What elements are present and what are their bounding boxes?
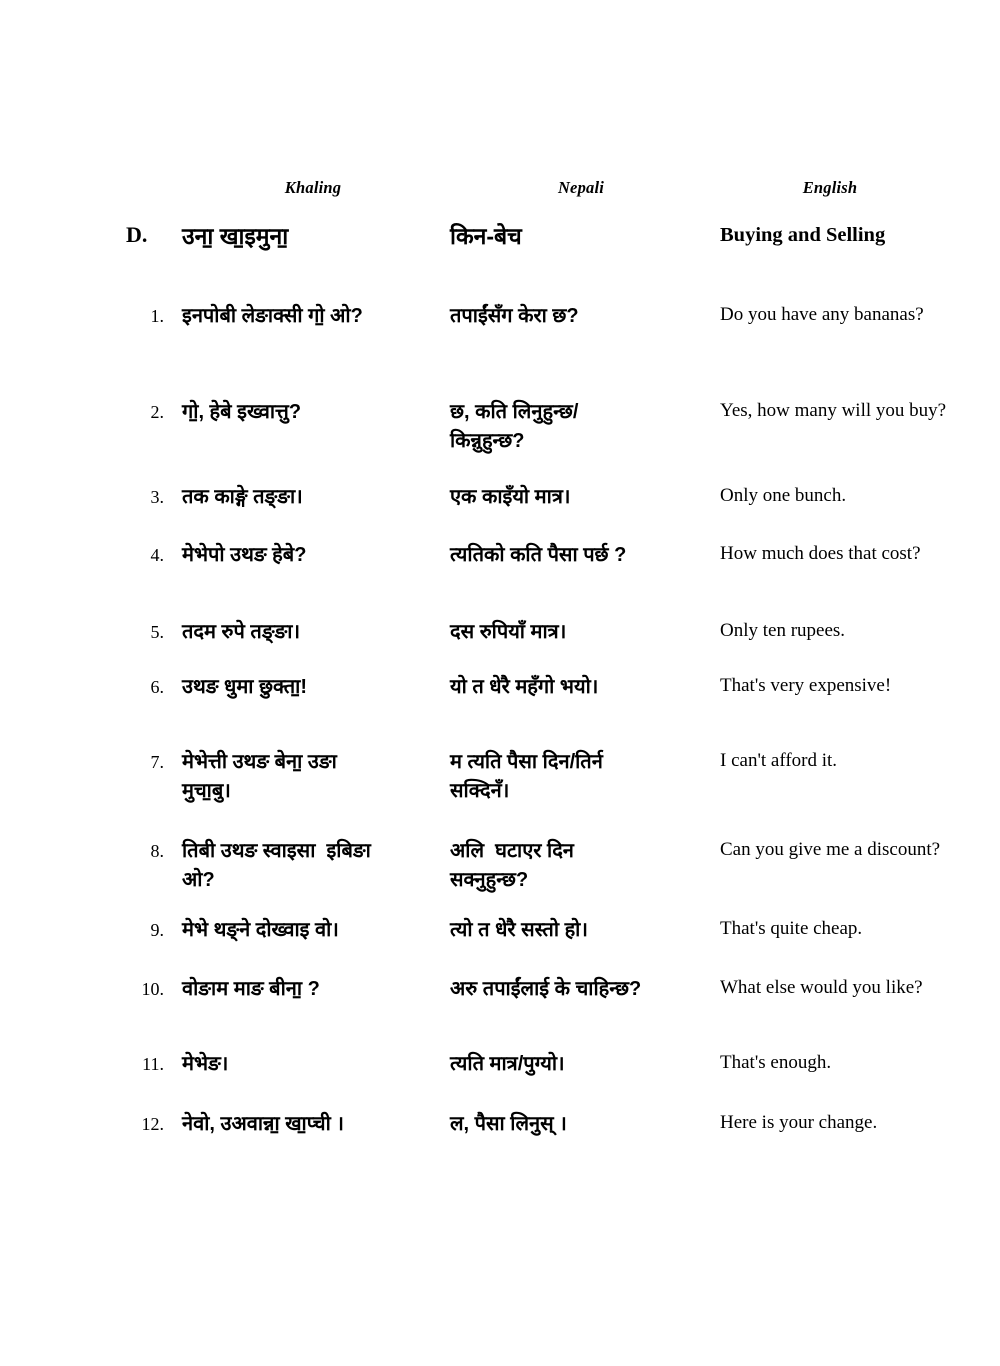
phrase-english: That's very expensive! [720,675,892,696]
phrase-number: 10. [141,979,164,999]
phrase-english: Can you give me a discount? [720,839,941,860]
section-title-khaling: उना॒ खा॒इमुना॒ [182,223,289,249]
phrase-number: 2. [150,402,164,422]
phrase-english: How much does that cost? [720,543,921,564]
phrase-khaling: वोङाम माङ बीना॒ ? [182,978,320,1000]
phrase-nepali: म त्यति पैसा दिन/तिर्न सक्दिनँ। [450,751,603,802]
phrase-nepali: ल, पैसा लिनुस् । [450,1113,567,1135]
phrase-nepali: एक काइँयो मात्र। [450,486,571,508]
phrase-english: That's quite cheap. [720,918,863,939]
phrase-number: 9. [150,920,164,940]
phrase-english: Do you have any bananas? [720,304,924,325]
column-header-khaling: Khaling [284,178,342,197]
phrase-khaling: तक काङ्गे तङ्ङा। [182,486,303,508]
phrase-nepali: त्यतिको कति पैसा पर्छ ? [450,544,627,566]
phrase-nepali: त्यो त धेरै सस्तो हो। [450,919,588,941]
phrase-english: What else would you like? [720,977,923,998]
phrase-number: 11. [142,1054,164,1074]
phrase-english: Only ten rupees. [720,620,846,641]
phrase-khaling: इनपोबी लेङाक्सी गो॒ ओ? [182,305,363,327]
phrase-nepali: अलि घटाएर दिन सक्नुहुन्छ? [450,840,574,891]
phrase-english: That's enough. [720,1052,832,1073]
phrase-nepali: तपाईंसँग केरा छ? [450,305,579,327]
column-header-english: English [802,178,858,197]
phrase-english: Here is your change. [720,1112,878,1133]
phrase-number: 4. [150,545,164,565]
phrase-number: 8. [150,841,164,861]
phrase-khaling: उथङ धुमा छुक्ता॒! [182,676,308,698]
section-title-nepali: किन-बेच [450,223,522,249]
phrase-english: Only one bunch. [720,485,847,506]
phrase-english: Yes, how many will you buy? [720,400,947,421]
phrase-number: 6. [150,677,164,697]
phrase-nepali: छ, कति लिनुहुन्छ/ किन्नुहुन्छ? [450,401,579,452]
section-letter: D. [126,222,148,247]
phrase-english: I can't afford it. [720,750,838,771]
phrase-khaling: मेभे थङ्ने दोख्वाइ वो। [182,919,339,941]
phrase-nepali: त्यति मात्र/पुग्यो। [450,1053,565,1075]
phrase-nepali: दस रुपियाँ मात्र। [450,621,567,643]
phrase-khaling: गो॒, हेबे इख्वात्तु? [182,401,302,423]
phrase-khaling: मेभेपो उथङ हेबे? [182,544,307,566]
phrase-number: 3. [150,487,164,507]
phrase-khaling: मेभेत्ती उथङ बेना॒ उङा मुचा॒बु। [182,751,337,802]
phrase-number: 7. [150,752,164,772]
phrase-nepali: यो त धेरै महँगो भयो। [450,676,599,698]
phrase-khaling: मेभेङ। [182,1053,229,1075]
section-title-english: Buying and Selling [720,224,886,246]
phrase-khaling: नेवो, उअवान्ना॒ खा॒प्ची । [182,1113,344,1135]
column-header-nepali: Nepali [557,178,605,197]
phrase-number: 5. [150,622,164,642]
phrase-number: 1. [150,306,164,326]
phrase-khaling: तदम रुपे तङ्ङा। [182,621,301,643]
phrase-nepali: अरु तपाईंलाई के चाहिन्छ? [450,978,642,1000]
phrase-khaling: तिबी उथङ स्वाइसा इबिङा ओ? [182,840,371,891]
phrase-number: 12. [141,1114,164,1134]
